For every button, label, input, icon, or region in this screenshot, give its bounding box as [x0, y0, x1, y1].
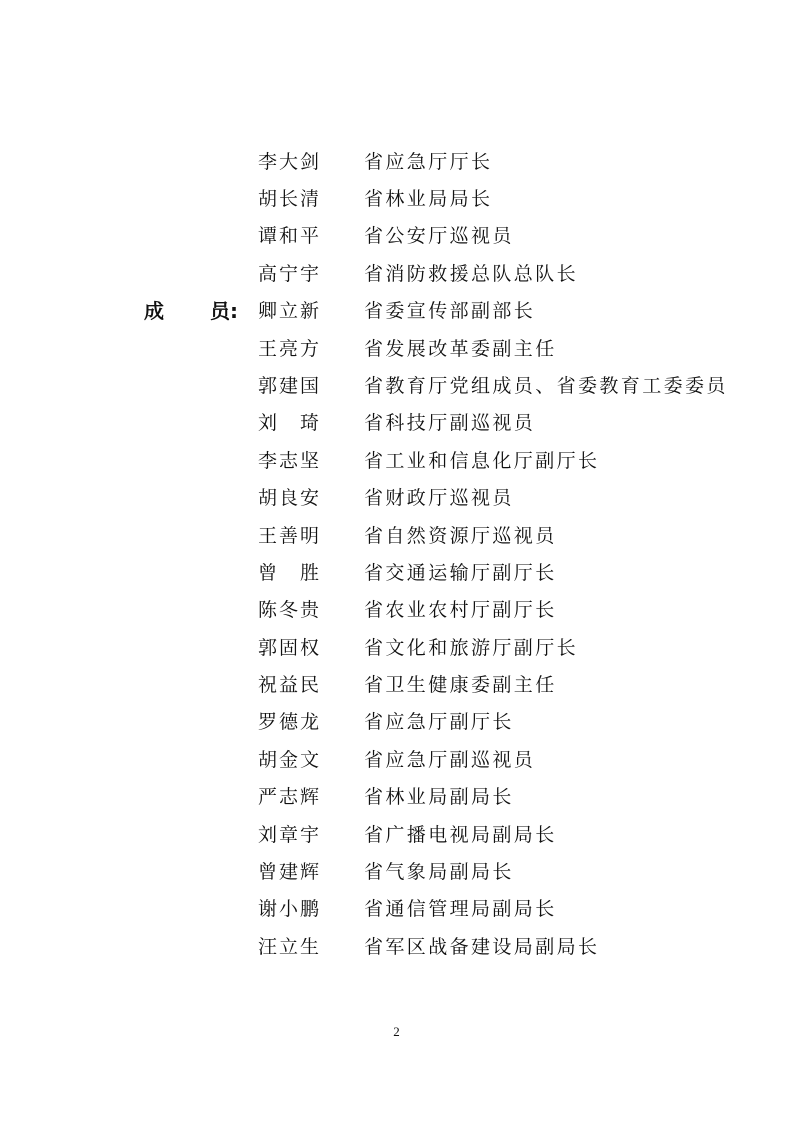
member-row: [0, 480, 793, 517]
member-row: [0, 518, 793, 555]
member-row: [0, 256, 793, 293]
member-name: 王亮方: [258, 338, 322, 360]
member-name-part: 曾: [258, 562, 278, 584]
member-name: 王善明: [258, 525, 322, 547]
member-name: 谢小鹏: [258, 898, 322, 920]
member-row: [0, 817, 793, 854]
member-title: 省公安厅巡视员: [364, 225, 514, 247]
member-row: [0, 555, 793, 592]
members-label-char1: 成: [144, 299, 164, 323]
member-title: 省工业和信息化厅副厅长: [364, 450, 600, 472]
member-title: 省自然资源厅巡视员: [364, 525, 557, 547]
member-name: 汪立生: [258, 936, 322, 958]
member-row: [0, 704, 793, 741]
member-title: 省教育厅党组成员、省委教育工委委员: [364, 375, 728, 397]
member-row: [0, 592, 793, 629]
member-row: [0, 779, 793, 816]
member-row: [0, 181, 793, 218]
member-row: [0, 891, 793, 928]
member-row: [0, 667, 793, 704]
member-row: [0, 293, 793, 330]
page-number: 2: [393, 1024, 400, 1039]
member-title: 省农业农村厅副厅长: [364, 599, 557, 621]
member-name: 陈冬贵: [258, 599, 322, 621]
member-row: [0, 405, 793, 442]
member-name: 刘章宇: [258, 824, 322, 846]
member-row: [0, 630, 793, 667]
member-name: 胡良安: [258, 487, 322, 509]
member-title: 省科技厅副巡视员: [364, 412, 536, 434]
member-title: 省应急厅厅长: [364, 151, 493, 173]
member-name: 曾建辉: [258, 861, 322, 883]
member-name: 郭固权: [258, 637, 322, 659]
member-row: [0, 218, 793, 255]
member-row: [0, 368, 793, 405]
member-title: 省委宣传部副部长: [364, 300, 536, 322]
member-name-part: 琦: [300, 412, 320, 434]
member-row: [0, 742, 793, 779]
member-row: [0, 854, 793, 891]
member-title: 省文化和旅游厅副厅长: [364, 637, 579, 659]
member-title: 省林业局局长: [364, 188, 493, 210]
member-row: [0, 443, 793, 480]
member-title: 省广播电视局副局长: [364, 824, 557, 846]
member-name: 郭建国: [258, 375, 322, 397]
member-name: 罗德龙: [258, 711, 322, 733]
member-name: 卿立新: [258, 300, 322, 322]
member-title: 省军区战备建设局副局长: [364, 936, 600, 958]
member-title: 省通信管理局副局长: [364, 898, 557, 920]
members-label-char2: 员:: [210, 299, 238, 323]
member-name: 李志坚: [258, 450, 322, 472]
member-name: 谭和平: [258, 225, 322, 247]
member-name: 胡金文: [258, 749, 322, 771]
member-title: 省卫生健康委副主任: [364, 674, 557, 696]
member-name: 严志辉: [258, 786, 322, 808]
member-name: 李大剑: [258, 151, 322, 173]
member-row: [0, 331, 793, 368]
member-row: [0, 929, 793, 966]
member-title: 省气象局副局长: [364, 861, 514, 883]
member-name: 胡长清: [258, 188, 322, 210]
member-title: 省应急厅副厅长: [364, 711, 514, 733]
member-name: 祝益民: [258, 674, 322, 696]
member-name-part: 刘: [258, 412, 278, 434]
member-title: 省发展改革委副主任: [364, 338, 557, 360]
member-row: [0, 144, 793, 181]
member-title: 省交通运输厅副厅长: [364, 562, 557, 584]
member-name: 高宁宇: [258, 263, 322, 285]
member-title: 省消防救援总队总队长: [364, 263, 579, 285]
member-name-part: 胜: [300, 562, 320, 584]
member-title: 省林业局副局长: [364, 786, 514, 808]
member-title: 省财政厅巡视员: [364, 487, 514, 509]
member-title: 省应急厅副巡视员: [364, 749, 536, 771]
